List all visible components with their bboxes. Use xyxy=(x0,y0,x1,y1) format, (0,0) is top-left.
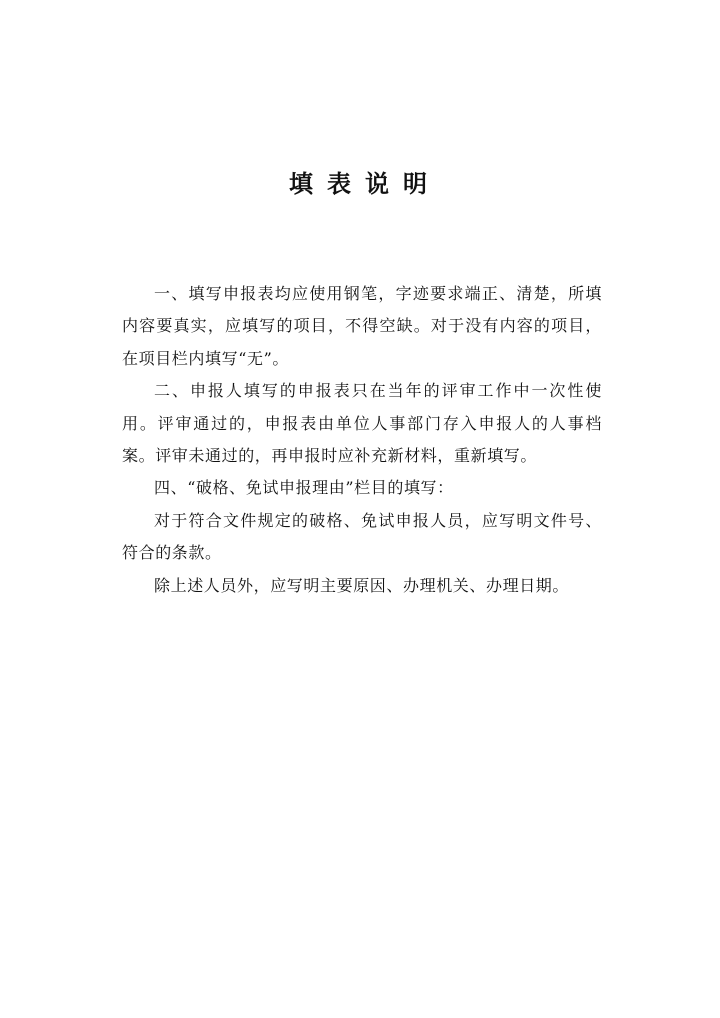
page-title: 填表说明 xyxy=(289,169,441,198)
instruction-paragraph-4: 四、“破格、免试申报理由”栏目的填写： xyxy=(154,478,454,498)
instruction-sub-paragraph-2: 除上述人员外，应写明主要原因、办理机关、办理日期。 xyxy=(154,575,570,595)
instruction-paragraph-2: 二、申报人填写的申报表只在当年的评审工作中一次性使用。评审通过的，申报表由单位人事部门存入申报人的人事档案。评审未通过的，再申报时应补充新材料，重新填写。 xyxy=(122,381,602,466)
instruction-paragraph-1: 一、填写申报表均应使用钢笔，字迹要求端正、清楚，所填内容要真实，应填写的项目，不得空缺。对于没有内容的项目，在项目栏内填写“无”。 xyxy=(122,284,602,368)
instructions-body xyxy=(122,278,602,602)
instruction-sub-paragraph-1: 对于符合文件规定的破格、免试申报人员，应写明文件号、符合的条款。 xyxy=(122,510,602,563)
